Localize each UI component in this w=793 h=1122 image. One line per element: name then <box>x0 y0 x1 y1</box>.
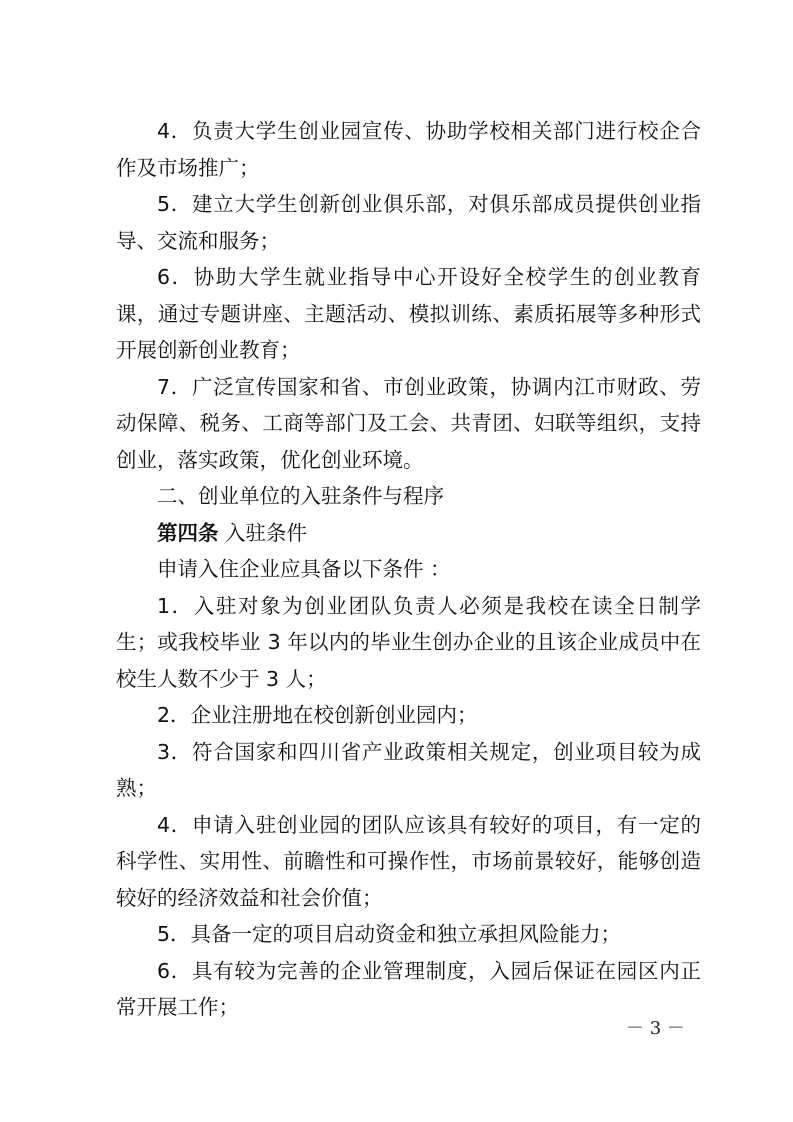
condition-4: 4．申请入驻创业园的团队应该具有较好的项目，有一定的科学性、实用性、前瞻性和可操作性，市场前景较好，能够创造较好的经济效益和社会价值； <box>116 812 701 910</box>
condition-2: 2．企业注册地在校创新创业园内； <box>157 703 478 727</box>
page-number: － 3 － <box>626 1018 685 1039</box>
paragraph-duty-5: 5．建立大学生创新创业俱乐部，对俱乐部成员提供创业指导、交流和服务； <box>116 192 701 253</box>
paragraph-duty-7: 7．广泛宣传国家和省、市创业政策，协调内江市财政、劳动保障、税务、工商等部门及工会、共青团、妇联等组织，支持创业，落实政策，优化创业环境。 <box>116 374 701 472</box>
condition-6: 6．具有较为完善的企业管理制度，入园后保证在园区内正常开展工作； <box>116 958 701 1019</box>
condition-5: 5．具备一定的项目启动资金和独立承担风险能力； <box>157 922 622 946</box>
paragraph-duty-4: 4．负责大学生创业园宣传、协助学校相关部门进行校企合作及市场推广； <box>116 119 701 180</box>
condition-1: 1．入驻对象为创业团队负责人必须是我校在读全日制学生；或我校毕业 3 年以内的毕业生创办企业的且该企业成员中在校生人数不少于 3 人； <box>116 593 701 691</box>
document-body <box>116 113 701 1026</box>
paragraph-duty-6: 6．协助大学生就业指导中心开设好全校学生的创业教育课，通过专题讲座、主题活动、模拟训练、素质拓展等多种形式开展创新创业教育； <box>116 265 701 362</box>
article-label: 第四条 <box>157 520 219 545</box>
article-title: 入驻条件 <box>218 520 308 545</box>
conditions-intro: 申请入住企业应具备以下条件 ： <box>157 557 451 581</box>
section-heading: 二、创业单位的入驻条件与程序 <box>157 484 444 508</box>
condition-3: 3．符合国家和四川省产业政策相关规定，创业项目较为成熟； <box>116 739 701 800</box>
article-heading <box>116 515 701 552</box>
